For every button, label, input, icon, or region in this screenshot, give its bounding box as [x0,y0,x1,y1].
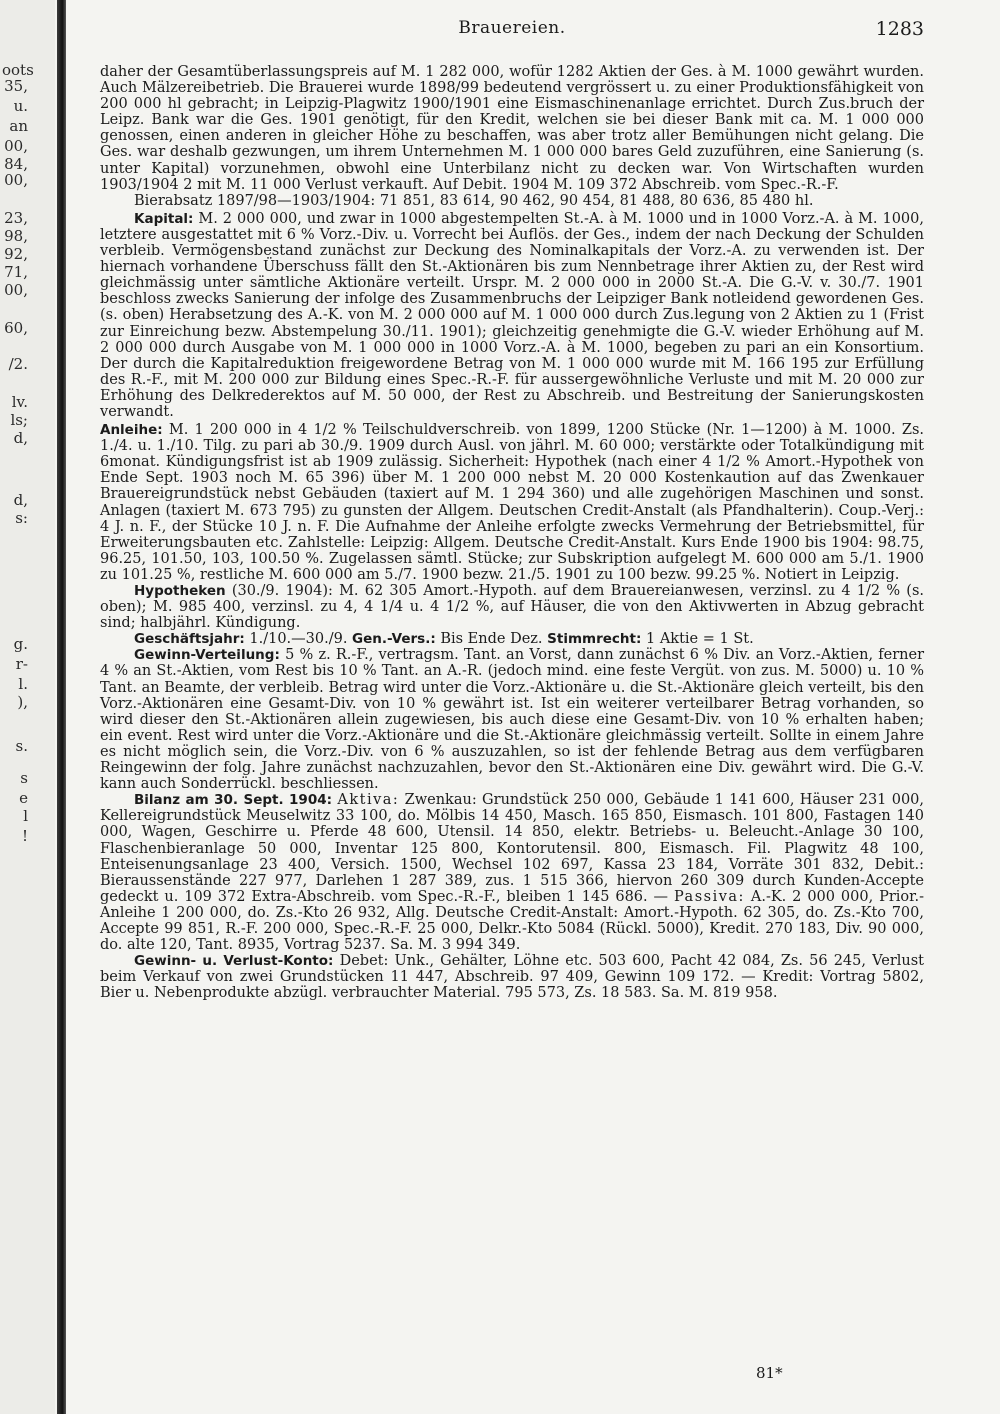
margin-fragment: s [20,769,28,787]
anleihe-label: Anleihe: [100,422,163,439]
left-margin-strip [0,0,55,1414]
margin-fragment: 23, [4,209,28,227]
margin-fragment: 92, [4,245,28,263]
bilanz-section [100,792,924,953]
margin-fragment: 00, [4,137,28,155]
margin-fragment: 60, [4,319,28,337]
margin-fragment: 00, [4,281,28,299]
hypotheken-text: (30./9. 1904): M. 62 305 Amort.-Hypoth. auf dem Brauereianwesen, verzinsl. zu 4 1/2 % (s. oben); M. 985 400, verzinsl. zu 4, 4 1/4 u. 4 1/2 %, auf Häuser, die von den Aktivwerten in Abzug gebracht sind; halbjährl. Kündigung. [100,583,924,632]
kapital-section [100,211,924,420]
margin-fragment: oots [2,61,34,79]
hypotheken-label: Hypotheken [134,583,226,599]
margin-fragment: 00, [4,171,28,189]
gewinnverteilung-text: 5 % z. R.-F., vertragsm. Tant. an Vorst, dann zunächst 6 % Div. an Vorz.-Aktien, ferner 4 % an St.-Aktien, vom Rest bis 10 % Tant. an A.-R. (jedoch mind. eine feste Vergüt. von zus. M. 5000) u. 10 % Tant. an Beamte, der verbleib. Betrag wird unter die Vorz.-Aktionäre u. die St.-Aktionäre gleich verteilt, bis den Vorz.-Aktionären eine Gesamt-Div. von 10 % gewährt ist. Ist ein weiterer verteilbarer Betrag vorhanden, so wird dieser den St.-Aktionären allein zugewiesen, bis auch diese eine Gesamt-Div. von 10 % erhalten haben; ein event. Rest wird unter die Vorz.-Aktionäre und die St.-Aktionäre gleichmässig verteilt. Sollte in einem Jahre es nicht möglich sein, die Vorz.-Div. von 6 % auszuzahlen, so ist der fehlende Betrag aus dem verfügbaren Reingewinn der folg. Jahre zunächst nachzuzahlen, bevor den St.-Aktionären eine Div. gewährt wird. Die G.-V. kann auch Sonderrückl. beschliessen. [100,647,924,793]
geschaeftsjahr-value: 1./10.—30./9. [249,631,348,648]
margin-fragment: s: [15,509,28,527]
anleihe-text: M. 1 200 000 in 4 1/2 % Teilschuldverschreib. von 1899, 1200 Stücke (Nr. 1—1200) à M. 1000. Zs. 1./4. u. 1./10. Tilg. zu pari ab 30./9. 1909 durch Ausl. von jährl. M. 60 000; verstärkte oder Totalkündigung mit 6monat. Kündigungsfrist ist ab 1909 zulässig. Sicherheit: Hypothek (nach einer 4 1/2 % Amort.-Hypothek von Ende Sept. 1903 noch M. 65 396) über M. 1 200 000 nebst M. 20 000 Kostenkaution auf das Zwenkauer Brauereigrundstück nebst Gebäuden (taxiert auf M. 1 294 360) und alle zugehörigen Maschinen und sonst. Anlagen (taxiert M. 673 795) zu gunsten der Allgem. Deutschen Credit-Anstalt (als Pfandhalterin). Coup.-Verj.: 4 J. n. F., der Stücke 10 J. n. F. Die Aufnahme der Anleihe erfolgte zwecks Vermehrung der Betriebsmittel, für Erweiterungsbauten etc. Zahlstelle: Leipzig: Allgem. Deutsche Credit-Anstalt. Kurs Ende 1900 bis 1904: 98.75, 96.25, 101.50, 103, 100.50 %. Zugelassen sämtl. Stücke; zur Subskription aufgelegt M. 600 000 am 5./1. 1900 zu 101.25 %, restliche M. 600 000 am 5./7. 1900 bezw. 21./5. 1901 zu 100 bezw. 99.25 %. Notiert in Leipzig. [100,422,925,583]
guv-text: Debet: Unk., Gehälter, Löhne etc. 503 600, Pacht 42 084, Zs. 56 245, Verlust beim Verkauf von zwei Grundstücken 11 447, Abschreib. 97 409, Gewinn 109 172. — Kredit: Vortrag 5802, Bier u. Nebenprodukte abzügl. verbrauchter Material. 795 573, Zs. 18 583. Sa. M. 819 958. [100,953,925,1002]
margin-fragment: ls; [10,411,28,429]
margin-fragment: ), [17,693,28,711]
margin-fragment: l. [18,675,28,693]
margin-fragment: d, [13,491,28,509]
page-body [100,64,924,1001]
margin-fragment: 71, [4,263,28,281]
kapital-label: Kapital: [134,210,194,227]
margin-fragment: g. [13,635,28,653]
margin-fragment: r- [15,655,28,673]
genvers-label: Gen.-Vers.: [352,631,436,648]
margin-fragment: d, [13,429,28,447]
guv-section [100,953,924,1001]
kapital-text: M. 2 000 000, und zwar in 1000 abgestempelten St.-A. à M. 1000 und in 1000 Vorz.-A. à M. 1000, letztere ausgestattet mit 6 % Vorz.-Div. u. Vorrecht bei Auflös. der Ges., indem der nach Deckung der Schulden verbleib. Vermögensbestand zunächst zur Deckung des Nominalkapitals der Vorz.-A. zu verwenden ist. Der hiernach vorhandene Überschuss fällt den St.-Aktionären bis zum Nennbetrage ihrer Aktien zu, der Rest wird gleichmässig unter sämtliche Aktionäre verteilt. Urspr. M. 2 000 000 in 2000 St.-A. Die G.-V. v. 30./7. 1901 beschloss zwecks Sanierung der infolge des Zusammenbruchs der Leipziger Bank notleidend gewordenen Ges. (s. oben) Herabsetzung des A.-K. von M. 2 000 000 auf M. 1 000 000 durch Zus.legung von 2 Aktien zu 1 (Frist zur Einreichung bezw. Abstempelung 30./11. 1901); gleichzeitig genehmigte die G.-V. wieder Erhöhung auf M. 2 000 000 durch Ausgabe von M. 1 000 000 in 1000 Vorz.-A. à M. 1000, begeben zu pari an ein Konsortium. Der durch die Kapitalreduktion freigewordene Betrag von M. 1 000 000 wurde mit M. 166 195 zur Erfüllung des R.-F., mit M. 200 000 zur Bildung eines Spec.-R.-F. für aussergewöhnliche Verluste und mit M. 20 000 zur Erhöhung des Delkrederektos auf M. 50 000, der Rest zu Abschreib. und Bestreitung der Sanierungskosten verwandt. [100,210,924,420]
guv-label: Gewinn- u. Verlust-Konto: [134,953,334,970]
page-number: 1283 [875,18,924,40]
margin-fragment: ! [21,827,28,845]
stimmrecht-value: 1 Aktie = 1 St. [645,631,754,648]
bilanz-aktiva-label: Aktiva: [337,792,400,809]
bilanz-passiva-label: Passiva: [673,888,745,905]
margin-fragment: e [19,789,28,807]
running-title: Brauereien. [458,18,566,38]
margin-fragment: 84, [4,155,28,173]
signature-mark: 81* [756,1364,783,1382]
anleihe-section [100,422,924,583]
margin-fragment: l [23,807,28,825]
margin-fragment: /2. [8,355,28,373]
bierabsatz-paragraph: Bierabsatz 1897/98—1903/1904: 71 851, 83 614, 90 462, 90 454, 81 488, 80 636, 85 480 hl. [134,192,814,209]
genvers-value: Bis Ende Dez. [440,631,543,648]
book-binding-edge [57,0,66,1414]
margin-fragment: s. [15,737,28,755]
margin-fragment: 35, [4,77,28,95]
gewinnverteilung-section [100,647,924,792]
meta-section [100,631,924,647]
hypotheken-section [100,583,924,631]
margin-fragment: an [9,117,28,135]
intro-paragraph: daher der Gesamtüberlassungspreis auf M. 1 282 000, wofür 1282 Aktien der Ges. à M. 1000 gewährt wurden. Auch Mälzereibetrieb. Die Brauerei wurde 1898/99 bedeutend vergrössert u. zu einer Produktionsfähigkeit von 200 000 hl gebracht; in Leipzig-Plagwitz 1900/1901 eine Eismaschinenanlage errichtet. Durch Zus.bruch der Leipz. Bank war die Ges. 1901 genötigt, für den Kredit, welchen sie bei dieser Bank mit ca. M. 1 000 000 genossen, einen anderen in gleicher Höhe zu beschaffen, was aber trotz aller Bemühungen nicht gelang. Die Ges. war deshalb gezwungen, um ihrem Unternehmen M. 1 000 000 bares Geld zuzuführen, eine Sanierung (s. unter Kapital) vorzunehmen, obwohl eine Unterbilanz nicht zu decken war. Von Wirtschaften wurden 1903/1904 2 mit M. 11 000 Verlust verkauft. Auf Debit. 1904 M. 109 372 Abschreib. vom Spec.-R.-F. [100,64,924,193]
bilanz-passiva-text: A.-K. 2 000 000, Prior.-Anleihe 1 200 000, do. Zs.-Kto 26 932, Allg. Deutsche Credit-Anstalt: Amort.-Hypoth. 62 305, do. Zs.-Kto 700, Accepte 99 851, R.-F. 200 000, Spec.-R.-F. 25 000, Delkr.-Kto 5084 (Rückl. 5000), Kredit. 270 183, Div. 90 000, do. alte 120, Tant. 8935, Vortrag 5237. Sa. M. 3 994 349. [100,888,924,954]
page-header [100,18,924,42]
margin-fragment: u. [13,97,28,115]
bilanz-label: Bilanz am 30. Sept. 1904: [134,792,333,809]
stimmrecht-label: Stimmrecht: [547,631,642,648]
margin-fragment: 98, [4,227,28,245]
geschaeftsjahr-label: Geschäftsjahr: [134,631,245,648]
margin-fragment: lv. [11,393,28,411]
bilanz-aktiva-text: Zwenkau: Grundstück 250 000, Gebäude 1 141 600, Häuser 231 000, Kellereigrundstück Meuselwitz 33 100, do. Mölbis 14 450, Masch. 165 850, Eismasch. 101 800, Fastagen 140 000, Wagen, Geschirre u. Pferde 48 600, Utensil. 14 850, elektr. Betriebs- u. Beleucht.-Anlage 30 100, Flaschenbieranlage 50 000, Inventar 125 800, Kontorutensil. 800, Eismasch. Fil. Plagwitz 48 100, Enteisenungsanlage 23 400, Versich. 1500, Wechsel 102 697, Kassa 23 184, Vorräte 301 832, Debit.: Bieraussenstände 227 977, Darlehen 1 287 389, zus. 1 515 366, hiervon 260 309 durch Kunden-Accepte gedeckt u. 109 372 Extra-Abschreib. vom Spec.-R.-F., bleiben 1 145 686. — [100,792,925,905]
gewinnverteilung-label: Gewinn-Verteilung: [134,647,280,664]
